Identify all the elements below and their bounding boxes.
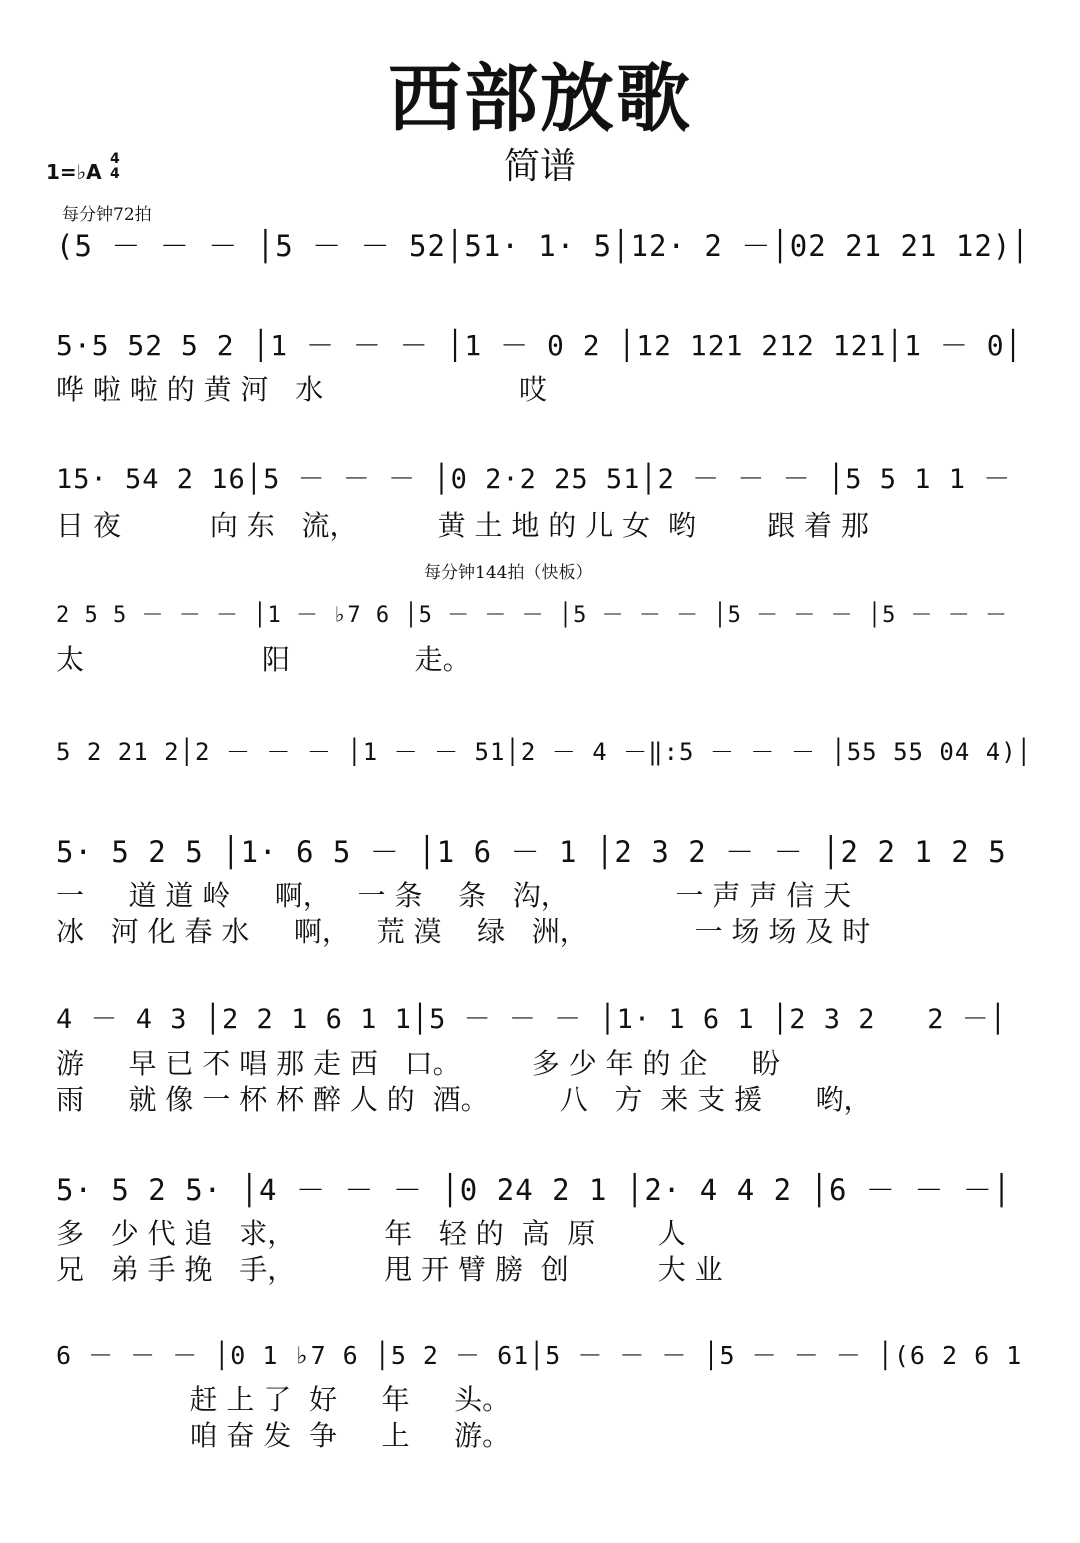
notation-line: 6 － － － │0 1 ♭7 6 │5 2 － 61│5 － － － │5 － － － │(6 2 6 1 [56, 1341, 1023, 1370]
lyric-line-verse-2: 雨 就 像 一 杯 杯 醉 人 的 酒。 八 方 来 支 援 哟， [56, 1083, 872, 1116]
key-signature: 1=♭A [46, 160, 102, 184]
notation-line: 5·5 52 5 2 │1 － － － │1 － 0 2 │12 121 212 121│1 － 0│ [56, 329, 1023, 362]
score-row-4 [56, 586, 1036, 676]
time-signature [110, 152, 120, 182]
score-row-2 [56, 316, 1036, 406]
lyric-line-verse-2: 咱 奋 发 争 上 游。 [56, 1419, 511, 1452]
notation-line: 5 2 21 2│2 － － － │1 － － 51│2 － 4 －‖:5 － － － │55 55 04 4)│ [56, 738, 1033, 766]
notation-line: 4 － 4 3 │2 2 1 6 1 1│5 － － － │1· 1 6 1 │2 3 2 2 －│ [56, 1004, 1008, 1035]
tempo-marking-1: 每分钟72拍 [62, 205, 152, 225]
score-row-6 [56, 822, 1036, 948]
notation-line: (5 － － － │5 － － 52│51· 1· 5│12· 2 －│02 21 21 12)│ [56, 229, 1030, 263]
lyric-line: 太 阳 走。 [56, 643, 471, 676]
score-row-3 [56, 450, 1036, 542]
song-title: 西部放歌 [388, 56, 692, 142]
lyric-line-verse-1: 多 少 代 追 求， 年 轻 的 高 原 人 [56, 1217, 686, 1250]
score-row-5 [56, 722, 1036, 802]
notation-line: 5· 5 2 5· │4 － － － │0 24 2 1 │2· 4 4 2 │6 － － －│ [56, 1173, 1012, 1207]
notation-line: 2 5 5 － － － │1 － ♭7 6 │5 － － － │5 － － － │5 － － － │5 － － － [56, 603, 1009, 628]
lyric-line-verse-2: 兄 弟 手 挽 手， 甩 开 臂 膀 创 大 业 [56, 1253, 723, 1286]
lyric-line: 哗 啦 啦 的 黄 河 水 哎 [56, 373, 548, 406]
notation-line: 5· 5 2 5 │1· 6 5 － │1 6 － 1 │2 3 2 － － │2 2 1 2 5 [56, 835, 1007, 869]
lyric-line-verse-1: 一 道 道 岭 啊， 一 条 条 沟， 一 声 声 信 天 [56, 879, 852, 912]
lyric-line-verse-2: 冰 河 化 春 水 啊， 荒 漠 绿 洲， 一 场 场 及 时 [56, 915, 871, 948]
lyric-line: 日 夜 向 东 流， 黄 土 地 的 儿 女 哟 跟 着 那 [56, 509, 869, 542]
song-subtitle: 简谱 [503, 146, 576, 187]
tempo-marking-2: 每分钟144拍（快板） [424, 563, 593, 583]
lyric-line-verse-1: 赶 上 了 好 年 头。 [56, 1383, 511, 1416]
score-row-1 [56, 216, 1036, 296]
score-row-9 [56, 1326, 1036, 1452]
time-signature-bottom: 4 [110, 166, 120, 182]
lyric-line-verse-1: 游 早 已 不 唱 那 走 西 口。 多 少 年 的 企 盼 [56, 1047, 780, 1080]
score-row-7 [56, 990, 1036, 1116]
score-row-8 [56, 1160, 1036, 1286]
notation-line: 15· 54 2 16│5 － － － │0 2·2 25 51│2 － － － │5 5 1 1 － [56, 464, 1012, 495]
time-signature-top: 4 [110, 151, 120, 167]
